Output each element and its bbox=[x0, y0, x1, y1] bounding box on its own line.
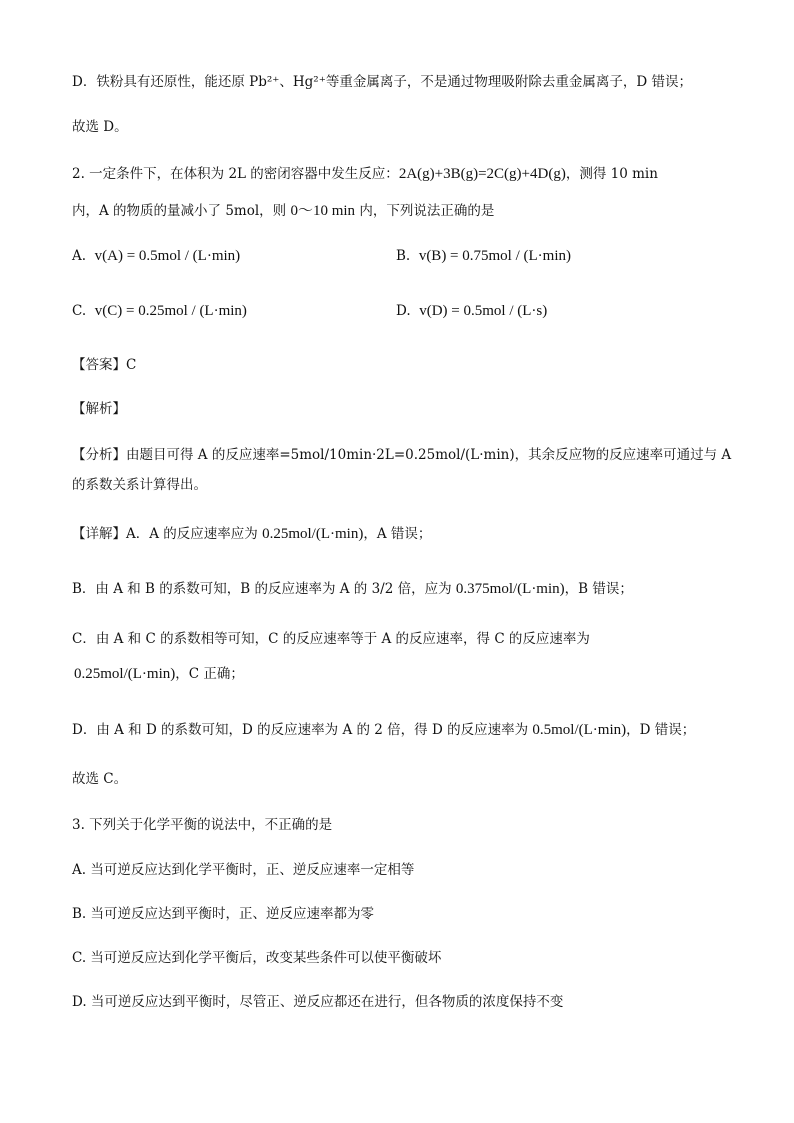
reaction-equation: 2A(g)+3B(g)=2C(g)+4D(g) bbox=[398, 166, 566, 182]
detail-b bbox=[72, 577, 633, 598]
detail-c-line-2 bbox=[74, 662, 244, 683]
detail-text: 【详解】A．A 的反应速率应为 bbox=[72, 526, 263, 542]
option-label: D. bbox=[396, 303, 411, 319]
question-2-option-a bbox=[72, 248, 240, 265]
question-3-option-d: D. 当可逆反应达到平衡时，尽管正、逆反应都还在进行，但各物质的浓度保持不变 bbox=[72, 994, 564, 1010]
option-label: C. bbox=[72, 303, 87, 319]
question-2-stem-text-3: 内，下列说法正确的是 bbox=[355, 203, 495, 219]
question-2-stem-tail: ，测得 10 min bbox=[565, 166, 658, 182]
question-2-option-d bbox=[396, 303, 547, 320]
detail-expression: 0.25mol/(L·min) bbox=[262, 526, 364, 542]
answer-line: 【答案】C bbox=[72, 357, 137, 373]
detail-end: ，A 错误； bbox=[363, 526, 432, 542]
detail-text: D．由 A 和 D 的系数可知，D 的反应速率为 A 的 2 倍，得 D 的反应速率为 bbox=[72, 722, 533, 738]
question-2-stem-line-2 bbox=[72, 199, 494, 220]
option-label: B. bbox=[396, 248, 411, 264]
prev-option-d-explanation: D．铁粉具有还原性，能还原 Pb²⁺、Hg²⁺等重金属离子，不是通过物理吸附除去重金属离子，D 错误； bbox=[72, 74, 692, 90]
option-expression: v(B) = 0.75mol / (L·min) bbox=[418, 248, 572, 264]
option-label: A. bbox=[72, 248, 87, 264]
question-3-option-c: C. 当可逆反应达到化学平衡后，改变某些条件可以使平衡破坏 bbox=[72, 950, 442, 966]
detail-expression: 0.5mol/(L·min) bbox=[532, 722, 627, 738]
question-2-stem-line-1 bbox=[72, 162, 658, 183]
detail-a bbox=[72, 522, 431, 543]
question-2-choice: 故选 C。 bbox=[72, 771, 128, 787]
option-expression: v(C) = 0.25mol / (L·min) bbox=[94, 303, 247, 319]
prev-choice: 故选 D。 bbox=[72, 119, 128, 135]
analysis-line-1: 【分析】由题目可得 A 的反应速率=5mol/10min·2L=0.25mol/(L·min)，其余反应物的反应速率可通过与 A bbox=[72, 447, 732, 463]
time-range: 0～10 min bbox=[290, 203, 356, 219]
detail-text: B．由 A 和 B 的系数可知，B 的反应速率为 A 的 3/2 倍，应为 bbox=[72, 581, 456, 597]
analysis-line-2: 的系数关系计算得出。 bbox=[72, 477, 207, 493]
detail-end: ，C 正确； bbox=[175, 666, 244, 682]
detail-end: ，B 错误； bbox=[564, 581, 633, 597]
option-expression: v(D) = 0.5mol / (L·s) bbox=[419, 303, 548, 319]
question-2-stem-text: 2. 一定条件下，在体积为 2L 的密闭容器中发生反应： bbox=[72, 166, 399, 182]
detail-d bbox=[72, 718, 695, 739]
question-3-option-b: B. 当可逆反应达到平衡时，正、逆反应速率都为零 bbox=[72, 906, 375, 922]
question-3-stem: 3. 下列关于化学平衡的说法中，不正确的是 bbox=[72, 817, 333, 833]
question-3-option-a: A. 当可逆反应达到化学平衡时，正、逆反应速率一定相等 bbox=[72, 862, 415, 878]
detail-c-line-1: C．由 A 和 C 的系数相等可知，C 的反应速率等于 A 的反应速率，得 C 的反应速率为 bbox=[72, 631, 590, 647]
option-expression: v(A) = 0.5mol / (L·min) bbox=[94, 248, 241, 264]
question-2-option-c bbox=[72, 303, 247, 320]
analysis-heading: 【解析】 bbox=[72, 401, 126, 417]
question-2-stem-text-2: 内，A 的物质的量减小了 5mol，则 bbox=[72, 203, 291, 219]
detail-end: ，D 错误； bbox=[626, 722, 696, 738]
detail-expression: 0.375mol/(L·min) bbox=[455, 581, 565, 597]
question-2-option-b bbox=[396, 248, 571, 265]
detail-expression: 0.25mol/(L·min) bbox=[74, 666, 176, 682]
